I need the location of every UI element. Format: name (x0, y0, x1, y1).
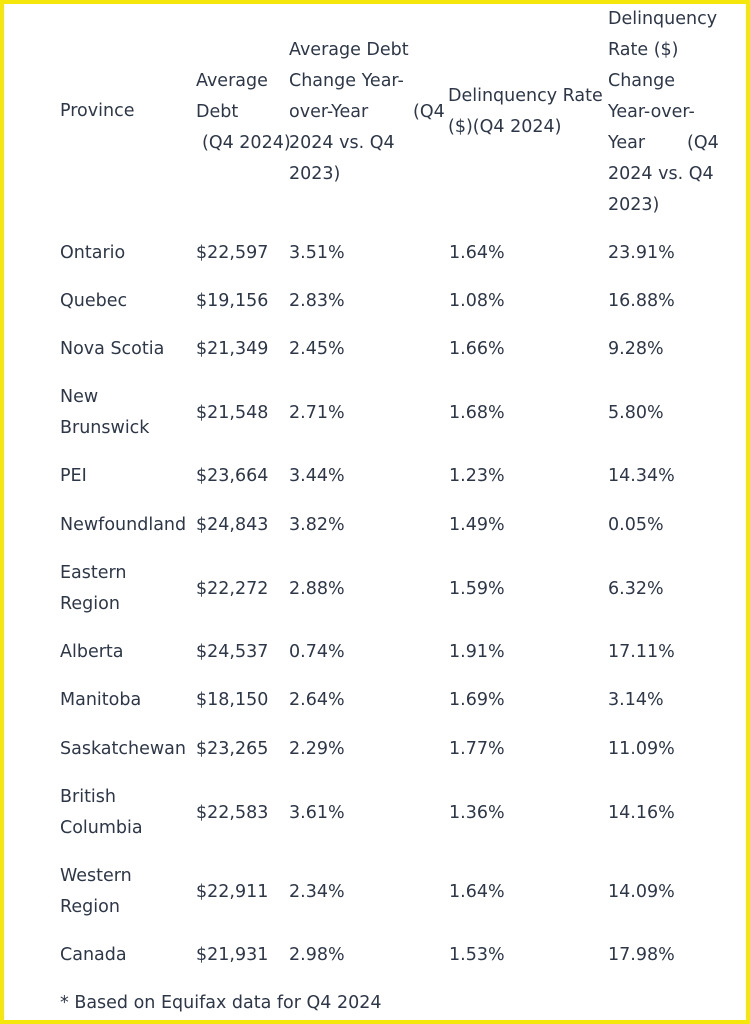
province-line: British (60, 787, 116, 807)
cell-delinquency-rate: 1.53% (449, 944, 505, 965)
cell-delinquency-change: 6.32% (608, 578, 664, 599)
header-line: Delinquency (608, 9, 718, 29)
cell-debt-change: 2.29% (289, 738, 345, 759)
province-line: Canada (60, 944, 127, 965)
cell-average-debt: $19,156 (196, 290, 269, 311)
cell-delinquency-change: 11.09% (608, 738, 675, 759)
cell-average-debt: $22,583 (196, 802, 269, 823)
province-line: New (60, 387, 99, 407)
cell-province (60, 510, 186, 541)
header-average-debt-change-q4 (413, 97, 445, 128)
header-line: over-Year (289, 102, 369, 122)
province-line: Eastern (60, 563, 127, 583)
cell-debt-change: 2.45% (289, 338, 345, 359)
header-province-label: Province (60, 101, 135, 121)
cell-delinquency-rate: 1.49% (449, 514, 505, 535)
province-line: Saskatchewan (60, 738, 186, 759)
cell-debt-change: 2.98% (289, 944, 345, 965)
cell-province (60, 334, 164, 365)
cell-average-debt: $22,597 (196, 242, 269, 263)
cell-delinquency-change: 17.11% (608, 641, 675, 662)
header-line: Year (608, 133, 646, 153)
cell-province (60, 734, 186, 765)
header-delinquency-change (608, 4, 717, 221)
header-line: ($)(Q4 2024) (448, 117, 562, 137)
cell-debt-change: 2.64% (289, 689, 345, 710)
cell-delinquency-change: 14.09% (608, 881, 675, 902)
cell-province (60, 238, 125, 269)
header-line: (Q4 (413, 102, 445, 122)
cell-delinquency-rate: 1.66% (449, 338, 505, 359)
cell-province (60, 286, 127, 317)
cell-debt-change: 2.71% (289, 402, 345, 423)
header-line: 2024 vs. Q4 (608, 164, 714, 184)
header-line: 2023) (289, 164, 341, 184)
header-average-debt-change (289, 35, 409, 190)
cell-delinquency-change: 5.80% (608, 402, 664, 423)
cell-average-debt: $23,265 (196, 738, 269, 759)
cell-delinquency-change: 17.98% (608, 944, 675, 965)
cell-delinquency-rate: 1.68% (449, 402, 505, 423)
province-line: Alberta (60, 641, 124, 662)
header-delinquency-rate (448, 81, 603, 143)
header-line: 2024 vs. Q4 (289, 133, 395, 153)
header-line: Average Debt (289, 40, 409, 60)
province-line: Quebec (60, 290, 128, 311)
header-province (60, 96, 134, 127)
cell-delinquency-change: 0.05% (608, 514, 664, 535)
cell-delinquency-rate: 1.08% (449, 290, 505, 311)
header-line: Debt (196, 102, 239, 122)
cell-average-debt: $24,537 (196, 641, 269, 662)
province-line: Newfoundland (60, 514, 187, 535)
cell-delinquency-rate: 1.59% (449, 578, 505, 599)
cell-average-debt: $24,843 (196, 514, 269, 535)
cell-delinquency-change: 3.14% (608, 689, 664, 710)
cell-province (60, 637, 124, 668)
province-line: Region (60, 594, 120, 614)
cell-average-debt: $18,150 (196, 689, 269, 710)
header-line: Average (196, 71, 268, 91)
province-line: Nova Scotia (60, 338, 165, 359)
cell-delinquency-change: 23.91% (608, 242, 675, 263)
header-line: Change Year- (289, 71, 404, 91)
footnote: * Based on Equifax data for Q4 2024 (60, 993, 382, 1013)
cell-average-debt: $22,272 (196, 578, 269, 599)
cell-debt-change: 3.44% (289, 465, 345, 486)
cell-province (60, 940, 127, 971)
header-delinquency-change-q4 (687, 128, 719, 159)
cell-average-debt: $23,664 (196, 465, 269, 486)
cell-province (60, 382, 149, 444)
cell-delinquency-rate: 1.23% (449, 465, 505, 486)
cell-delinquency-rate: 1.64% (449, 242, 505, 263)
header-line: Delinquency Rate (448, 86, 603, 106)
header-line: 2023) (608, 195, 660, 215)
cell-province (60, 782, 143, 844)
province-line: Region (60, 897, 120, 917)
cell-delinquency-rate: 1.77% (449, 738, 505, 759)
cell-delinquency-change: 16.88% (608, 290, 675, 311)
province-line: Brunswick (60, 418, 150, 438)
cell-debt-change: 0.74% (289, 641, 345, 662)
cell-province (60, 861, 132, 923)
cell-province (60, 685, 141, 716)
cell-delinquency-rate: 1.36% (449, 802, 505, 823)
header-line: Year-over- (608, 102, 695, 122)
cell-debt-change: 2.34% (289, 881, 345, 902)
cell-debt-change: 3.51% (289, 242, 345, 263)
cell-debt-change: 3.61% (289, 802, 345, 823)
cell-delinquency-change: 14.16% (608, 802, 675, 823)
header-line: Change (608, 71, 676, 91)
cell-delinquency-change: 9.28% (608, 338, 664, 359)
cell-debt-change: 3.82% (289, 514, 345, 535)
cell-average-debt: $22,911 (196, 881, 269, 902)
cell-delinquency-rate: 1.64% (449, 881, 505, 902)
header-average-debt (196, 66, 291, 159)
cell-province (60, 558, 127, 620)
cell-average-debt: $21,931 (196, 944, 269, 965)
province-line: Western (60, 866, 132, 886)
header-line: Rate ($) (608, 40, 679, 60)
cell-average-debt: $21,349 (196, 338, 269, 359)
cell-province (60, 461, 87, 492)
cell-debt-change: 2.88% (289, 578, 345, 599)
cell-delinquency-change: 14.34% (608, 465, 675, 486)
province-line: PEI (60, 465, 87, 486)
province-line: Columbia (60, 818, 143, 838)
province-line: Manitoba (60, 689, 142, 710)
cell-delinquency-rate: 1.91% (449, 641, 505, 662)
province-line: Ontario (60, 242, 126, 263)
header-line: (Q4 (687, 133, 719, 153)
cell-delinquency-rate: 1.69% (449, 689, 505, 710)
cell-debt-change: 2.83% (289, 290, 345, 311)
cell-average-debt: $21,548 (196, 402, 269, 423)
header-line: (Q4 2024) (202, 133, 291, 153)
